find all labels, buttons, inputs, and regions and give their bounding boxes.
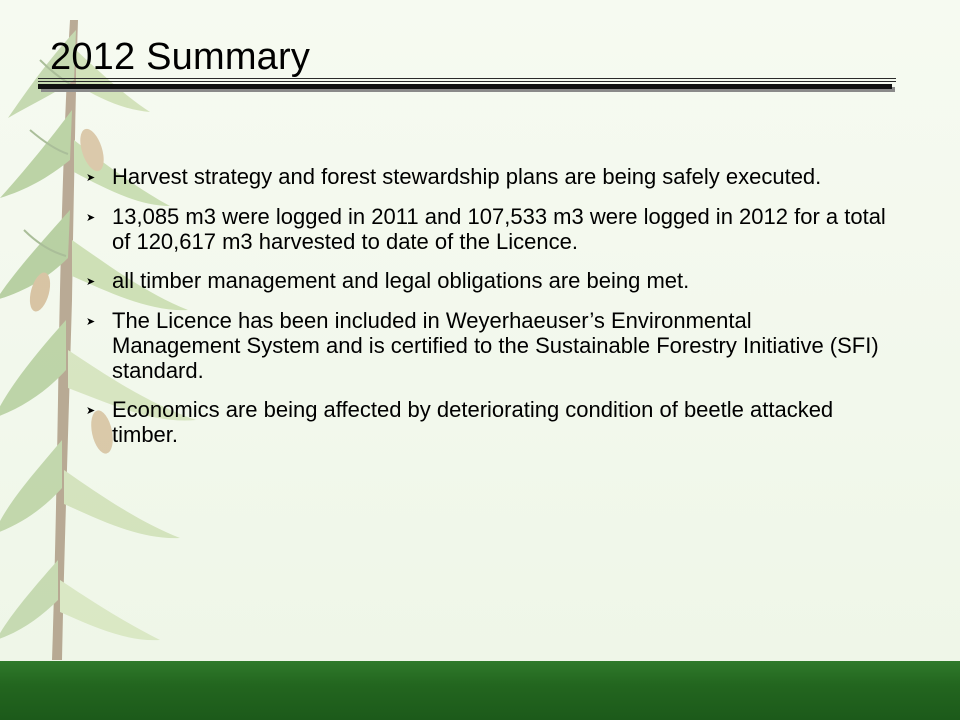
arrow-right-icon: ➤	[86, 172, 96, 184]
bullet-text: 13,085 m3 were logged in 2011 and 107,533 m3 were logged in 2012 for a total of 120,617 m3 harvested to date of the Licence.	[112, 204, 886, 254]
list-item	[86, 268, 886, 294]
list-item	[86, 397, 886, 447]
footer-band	[0, 661, 960, 720]
bullet-text: Harvest strategy and forest stewardship plans are being safely executed.	[112, 164, 822, 189]
arrow-right-icon: ➤	[86, 276, 96, 288]
bullet-list	[86, 164, 886, 461]
list-item	[86, 308, 886, 383]
bullet-text: all timber management and legal obligations are being met.	[112, 268, 690, 293]
arrow-right-icon: ➤	[86, 212, 96, 224]
bullet-text: Economics are being affected by deteriorating condition of beetle attacked timber.	[112, 397, 834, 447]
slide-title: 2012 Summary	[50, 36, 311, 78]
title-underline	[38, 78, 896, 94]
arrow-right-icon: ➤	[86, 316, 96, 328]
arrow-right-icon: ➤	[86, 405, 96, 417]
list-item	[86, 204, 886, 254]
bullet-text: The Licence has been included in Weyerhaeuser’s Environmental Management System and is certified to the Sustainable Forestry Initiative (SFI) standard.	[112, 308, 879, 383]
list-item	[86, 164, 886, 190]
